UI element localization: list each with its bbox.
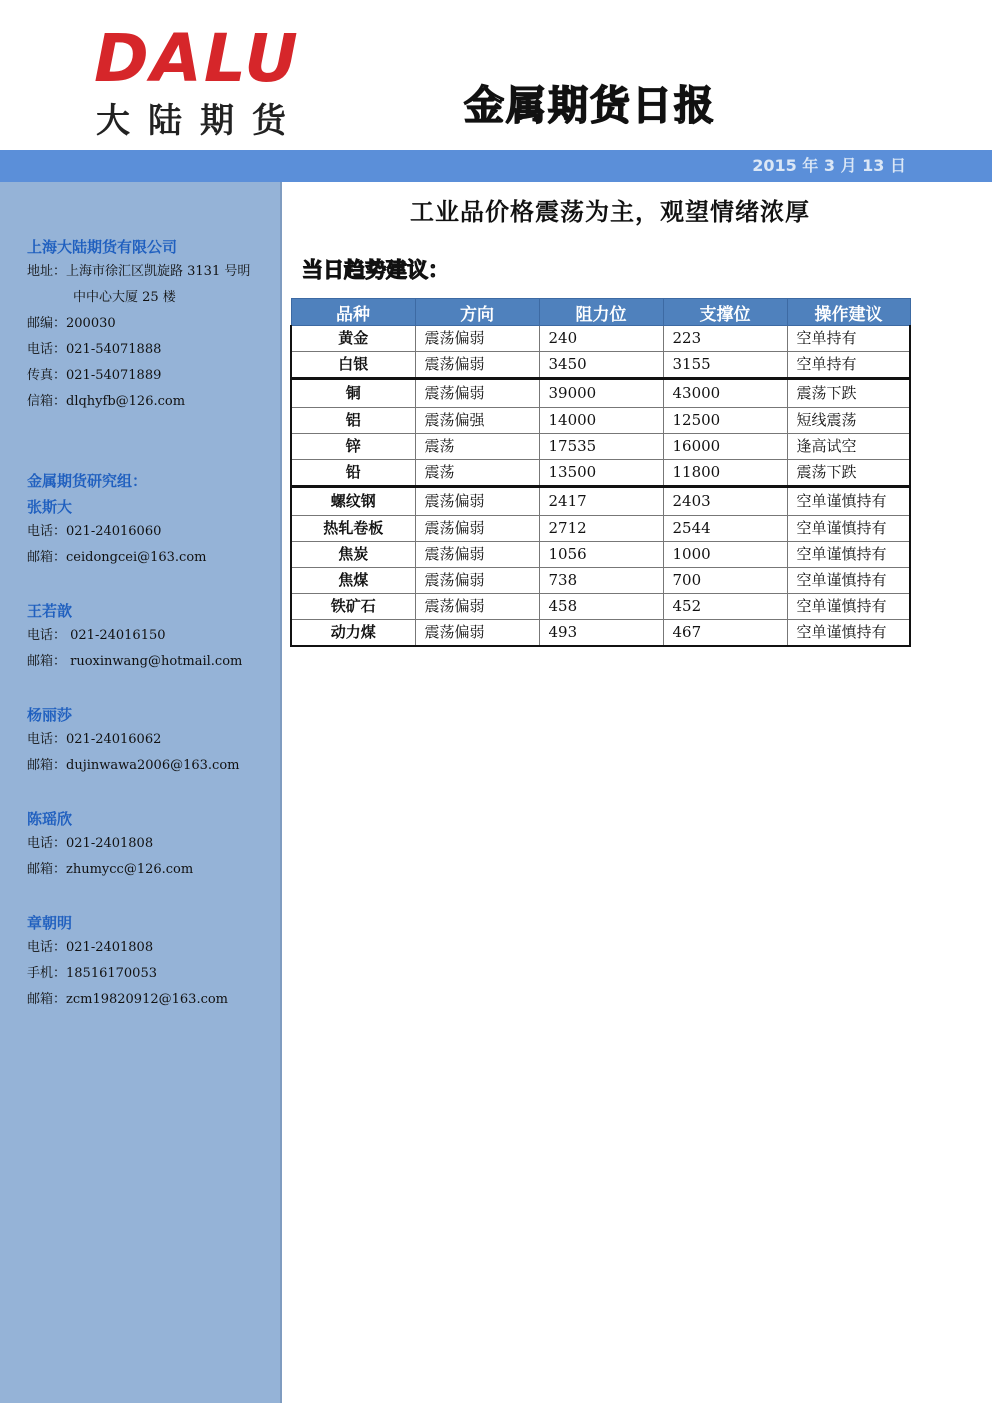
cell-resistance: 17535: [539, 434, 663, 460]
column-header: 操作建议: [787, 299, 910, 326]
cell-resistance: 39000: [539, 379, 663, 408]
column-header: 阻力位: [539, 299, 663, 326]
table-row: [291, 379, 910, 408]
company-email[interactable]: 信箱：dlqhyfb@126.com: [27, 394, 186, 409]
logo-wordmark: DALU: [94, 20, 300, 97]
member-phone: 电话：021-2401808: [27, 836, 154, 851]
member-phone: 电话： 021-24016150: [27, 628, 166, 643]
cell-variety: 焦炭: [291, 542, 415, 568]
cell-advice: 空单谨慎持有: [787, 594, 910, 620]
cell-direction: 震荡偏弱: [415, 620, 539, 647]
table-row: [291, 568, 910, 594]
member-name: 张斯大: [27, 498, 73, 516]
cell-resistance: 458: [539, 594, 663, 620]
cell-variety: 铅: [291, 460, 415, 487]
cell-support: 2544: [663, 516, 787, 542]
cell-advice: 空单谨慎持有: [787, 620, 910, 647]
cell-support: 452: [663, 594, 787, 620]
table-row: [291, 487, 910, 516]
member-name: 杨丽莎: [27, 706, 73, 724]
cell-advice: 空单持有: [787, 352, 910, 379]
cell-resistance: 240: [539, 326, 663, 352]
cell-direction: 震荡偏弱: [415, 326, 539, 352]
cell-support: 12500: [663, 408, 787, 434]
table-row: [291, 352, 910, 379]
cell-variety: 焦煤: [291, 568, 415, 594]
member-email[interactable]: 邮箱：zhumycc@126.com: [27, 862, 194, 877]
report-date: 2015 年 3 月 13 日: [752, 156, 906, 175]
cell-resistance: 2417: [539, 487, 663, 516]
section-title: 当日趋势建议：: [302, 258, 449, 282]
table-row: [291, 542, 910, 568]
cell-direction: 震荡偏弱: [415, 516, 539, 542]
cell-advice: 震荡下跌: [787, 460, 910, 487]
member-email[interactable]: 邮箱：zcm19820912@163.com: [27, 992, 229, 1007]
column-header: 支撑位: [663, 299, 787, 326]
cell-advice: 逢高试空: [787, 434, 910, 460]
cell-support: 43000: [663, 379, 787, 408]
table-row: [291, 516, 910, 542]
member-phone: 电话：021-2401808: [27, 940, 154, 955]
cell-variety: 黄金: [291, 326, 415, 352]
article-title: 工业品价格震荡为主，观望情绪浓厚: [410, 197, 810, 226]
table-row: [291, 408, 910, 434]
cell-advice: 空单谨慎持有: [787, 542, 910, 568]
cell-resistance: 2712: [539, 516, 663, 542]
cell-resistance: 14000: [539, 408, 663, 434]
cell-advice: 空单谨慎持有: [787, 516, 910, 542]
member-name: 章朝明: [27, 914, 73, 932]
table-row: [291, 620, 910, 647]
member-email[interactable]: 邮箱：ceidongcei@163.com: [27, 550, 207, 565]
cell-support: 223: [663, 326, 787, 352]
cell-resistance: 493: [539, 620, 663, 647]
cell-support: 1000: [663, 542, 787, 568]
company-postcode: 邮编：200030: [27, 316, 116, 331]
cell-resistance: 738: [539, 568, 663, 594]
cell-direction: 震荡偏弱: [415, 594, 539, 620]
cell-variety: 热轧卷板: [291, 516, 415, 542]
cell-resistance: 3450: [539, 352, 663, 379]
cell-direction: 震荡偏弱: [415, 487, 539, 516]
cell-variety: 锌: [291, 434, 415, 460]
date-bar: [0, 150, 992, 182]
cell-support: 16000: [663, 434, 787, 460]
cell-resistance: 1056: [539, 542, 663, 568]
member-name: 王若歆: [27, 602, 73, 620]
member-name: 陈瑶欣: [27, 810, 73, 828]
cell-support: 3155: [663, 352, 787, 379]
report-header: [0, 0, 992, 150]
cell-direction: 震荡偏弱: [415, 542, 539, 568]
cell-variety: 白银: [291, 352, 415, 379]
contact-sidebar: [0, 182, 282, 1403]
cell-support: 11800: [663, 460, 787, 487]
cell-advice: 空单谨慎持有: [787, 568, 910, 594]
cell-direction: 震荡偏强: [415, 408, 539, 434]
member-phone: 电话：021-24016062: [27, 732, 162, 747]
cell-direction: 震荡: [415, 434, 539, 460]
cell-variety: 螺纹钢: [291, 487, 415, 516]
cell-advice: 空单谨慎持有: [787, 487, 910, 516]
table-row: [291, 434, 910, 460]
company-logo: [94, 20, 310, 142]
column-header: 方向: [415, 299, 539, 326]
cell-variety: 铝: [291, 408, 415, 434]
cell-variety: 铁矿石: [291, 594, 415, 620]
company-name: 上海大陆期货有限公司: [27, 238, 178, 256]
member-mobile: 手机：18516170053: [27, 966, 157, 981]
cell-resistance: 13500: [539, 460, 663, 487]
trend-table: [290, 298, 911, 647]
member-email[interactable]: 邮箱： ruoxinwang@hotmail.com: [27, 654, 243, 669]
cell-direction: 震荡偏弱: [415, 379, 539, 408]
report-title: 金属期货日报: [464, 83, 716, 129]
team-heading: 金属期货研究组：: [27, 472, 148, 490]
company-fax: 传真：021-54071889: [27, 368, 162, 383]
cell-variety: 铜: [291, 379, 415, 408]
cell-direction: 震荡: [415, 460, 539, 487]
cell-advice: 空单持有: [787, 326, 910, 352]
cell-direction: 震荡偏弱: [415, 568, 539, 594]
member-phone: 电话：021-24016060: [27, 524, 162, 539]
table-row: [291, 326, 910, 352]
company-address-line1: 地址：上海市徐汇区凯旋路 3131 号明: [27, 264, 251, 279]
cell-advice: 震荡下跌: [787, 379, 910, 408]
cell-support: 467: [663, 620, 787, 647]
table-row: [291, 460, 910, 487]
company-phone: 电话：021-54071888: [27, 342, 162, 357]
logo-chinese-name: 大陆期货: [96, 101, 304, 141]
company-address-line2: 中中心大厦 25 楼: [73, 290, 176, 305]
table-row: [291, 594, 910, 620]
cell-support: 700: [663, 568, 787, 594]
cell-variety: 动力煤: [291, 620, 415, 647]
cell-direction: 震荡偏弱: [415, 352, 539, 379]
table-header-row: [291, 299, 910, 326]
cell-support: 2403: [663, 487, 787, 516]
member-email[interactable]: 邮箱：dujinwawa2006@163.com: [27, 758, 240, 773]
cell-advice: 短线震荡: [787, 408, 910, 434]
column-header: 品种: [291, 299, 415, 326]
